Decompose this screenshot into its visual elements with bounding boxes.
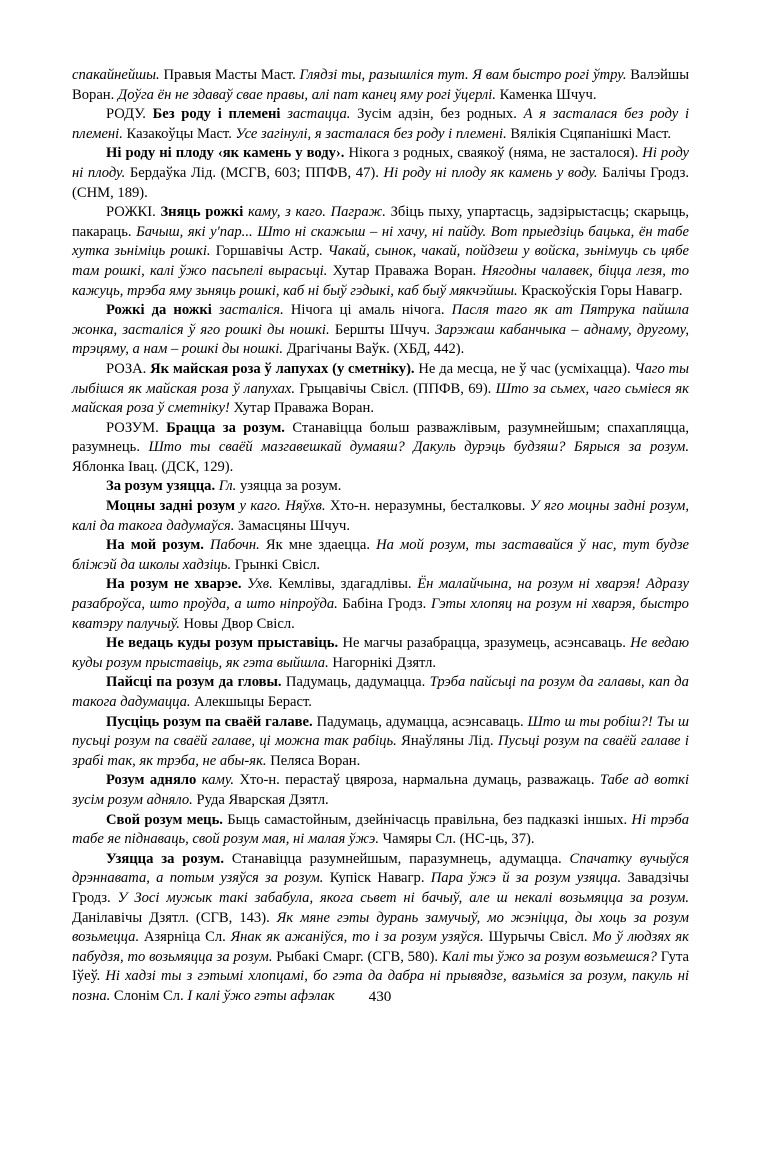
entry-run: Хутар Праважа Воран. [327, 262, 482, 279]
dictionary-entry [72, 673, 689, 712]
entry-run: у каго. Няўхв. [239, 498, 326, 515]
entry-run: За розум узяцца. [106, 478, 219, 495]
entry-run: І калі ўжо гэты афэлак [187, 987, 335, 1004]
entry-run: Шурычы Свісл. [483, 929, 593, 946]
entry-run: Як мяне гэты дурань замучыў, мо жэніцца, ды хоць за розум возьмецца. [72, 909, 689, 946]
entry-run: Трэба пайсьці па розум да галавы, кап да такога дадумацца. [72, 674, 689, 710]
entry-run: Гл. [218, 478, 237, 495]
entry-run: Брацца за розум. [166, 419, 285, 436]
entry-run: Янак як ажаніўся, то і за розум узяўся. [230, 929, 484, 946]
entry-run: Пабочн. [210, 537, 260, 554]
entry-run: А я засталася без роду і племені. [72, 106, 689, 142]
entry-run: Слонім Сл. [110, 987, 188, 1004]
entry-run: Пара ўжэ й за розум узяцца. [430, 870, 622, 887]
entry-run: Грынкі Свісл. [231, 556, 321, 573]
entry-run: Алекшыцы Бераст. [190, 694, 312, 710]
entry-run: РОДУ. [106, 106, 153, 123]
entry-run: Нагорнікі Дзятл. [328, 654, 436, 671]
dictionary-entry [72, 66, 689, 105]
entry-run: Збіць пыху, упартасць, задзірыстасць; скарыць, пакараць. [72, 204, 690, 240]
entry-run: спакайнейшы. [72, 67, 160, 83]
entry-run: Зусім адзін, без родных. [350, 106, 524, 123]
entry-run: Пасля таго як ат Пятрука пайшла жонка, засталіся ў яго рошкі ды ношкі. [72, 302, 689, 338]
entry-run: засталіся. [218, 302, 284, 319]
entry-run: Купіск Навагр. [323, 870, 431, 887]
entry-run: Усе загінулі, я засталася без роду і племені. [235, 125, 507, 142]
entry-run: РОЗУМ. [106, 419, 167, 436]
entry-run: На мой розум, ты заставайся ў нас, тут будзе бліжэй да школы хадзіць. [72, 537, 689, 573]
entry-run: На розум не хварэе. [106, 576, 248, 593]
dictionary-entry [72, 536, 689, 575]
entry-run: Што ш ты робіш?! Ты ш пусьці розум па сваёй галаве, ці можна так рабіць. [72, 713, 689, 750]
entry-run: Падумаць, адумацца, асэнсаваць. [312, 713, 528, 730]
entry-run: Што за сьмех, чаго сьміеся як майская роза ў сметніку! [72, 380, 689, 417]
dictionary-entry [72, 105, 689, 144]
entry-run: Нікога з родных, сваякоў (няма, не засталося). [344, 145, 643, 162]
entry-run: Чамяры Сл. (НС-ць, 37). [379, 831, 535, 848]
entry-run: Вялікія Сцяпанішкі Маст. [506, 125, 671, 142]
entry-run: Краскоўскія Горы Навагр. [517, 282, 683, 299]
dictionary-entry [72, 419, 689, 478]
entry-run: Завадзічы Гродз. [72, 870, 689, 906]
entry-run: Новы Двор Свісл. [179, 615, 295, 632]
entry-run: Хутар Праважа Воран. [229, 400, 374, 417]
entry-run: Азярніца Сл. [139, 929, 231, 946]
entry-run: Данілавічы Дзятл. (СГВ, 143). [72, 909, 277, 926]
entry-run: Балічы Гродз. (СНМ, 189). [72, 164, 689, 201]
entry-run: Нічога ці амаль нічога. [283, 302, 452, 319]
dictionary-entry [72, 360, 689, 419]
entry-run: Рожкі да ножкі [106, 302, 219, 319]
entry-run: Бачыш, які у′пар... Што ні скажыш – ні хачу, ні пайду. Вот прыедзіць бацька, ён табе хутка зьніміць рошкі. [72, 223, 689, 260]
entry-run: Як мне здаецца. [259, 537, 377, 554]
entry-run: У Зосі мужык такі забабула, якога сьвет ні бачыў, але ш некалі возьмяцца за розум. [117, 889, 690, 906]
dictionary-entry [72, 850, 689, 1007]
entry-run: Яблонка Івац. (ДСК, 129). [72, 458, 234, 475]
entry-run: Станавіцца разумнейшым, паразумнець, адумацца. [223, 850, 570, 867]
entry-run: Бершты Шчуч. [329, 321, 436, 338]
entry-run: Ні роду ні плоду. [72, 145, 690, 181]
dictionary-entry [72, 713, 689, 772]
entry-run: Валэйшы Воран. [72, 67, 690, 103]
entry-run: Драгічаны Ваўк. (ХБД, 442). [283, 341, 465, 358]
entry-run: Каменка Шчуч. [495, 86, 597, 103]
dictionary-entry [72, 771, 689, 810]
entry-run: Спачатку вучыўся дрэннавата, а потым узяўся за розум. [72, 850, 689, 887]
dictionary-entry [72, 477, 689, 497]
entry-run: Руда Яварская Дзятл. [192, 791, 329, 808]
entry-run: Нягодны чалавек, біцца лезя, то кажуць, трэба яму зьняць рошкі, каб ні быў гэдыкі, каб быў мякчэйшы. [72, 262, 690, 299]
entry-run: У яго моцны задні розум, калі да такога дадумаўся. [72, 498, 690, 534]
entry-run: Пеляса Воран. [266, 752, 361, 769]
entry-run: Не магчы разабрацца, зразумець, асэнсаваць. [338, 635, 631, 652]
dictionary-entry [72, 497, 689, 536]
text-column [72, 66, 689, 1007]
entry-run: Доўга ён не здаваў свае правы, алі пат канец яму рогі ўцерлі. [117, 86, 496, 103]
entry-run: Калі ты ўжо за розум возьмешся? [441, 948, 657, 965]
entry-run: каму. [201, 772, 235, 789]
entry-run: Пайсці па розум да гловы. [106, 674, 282, 691]
entry-run: Не ведаць куды розум прыставіць. [106, 635, 339, 652]
entry-run: Ні трэба табе яе піднаваць, свой розум мая, ні малая ўжэ. [72, 811, 690, 848]
entry-run: Казакоўцы Маст. [122, 125, 236, 142]
entry-run: Чаго ты лыбішся як майская роза ў лапухах. [72, 360, 689, 397]
entry-run: Станавіцца больш разважлівым, разумнейшым; спахапляцца, разумнець. [72, 419, 689, 456]
entry-run: РОЖКІ. [106, 204, 161, 221]
entry-run: Хто-н. перастаў цвяроза, нармальна думаць, разважаць. [234, 772, 600, 789]
dictionary-entry [72, 575, 689, 634]
entry-run: Свой розум мець. [106, 811, 223, 828]
entry-run: Глядзі ты, разышліся тут. Я вам быстро рогі ўтру. [299, 67, 627, 83]
entry-run: На мой розум. [106, 537, 211, 554]
entry-run: Ні роду ні плоду ‹як камень у воду›. [106, 145, 345, 162]
entry-run: Правыя Масты Маст. [159, 67, 300, 83]
entry-run: Хто-н. неразумны, бесталковы. [325, 498, 530, 515]
dictionary-entry [72, 811, 689, 850]
entry-run: Зняць рожкі [160, 204, 249, 221]
entry-run: Што ты сваёй мазгавешкай думаяш? Дакуль дурэць будзяш? Бярыся за розум. [148, 439, 690, 456]
entry-run: Горшавічы Астр. [210, 243, 328, 260]
dictionary-entry [72, 634, 689, 673]
page-number: 430 [368, 988, 392, 1005]
entry-run: Ухв. [247, 576, 273, 593]
entry-run: Грыцавічы Свісл. (ППФВ, 69). [295, 380, 496, 397]
entry-run: Пусьці розум па сваёй галаве і зрабі так, як трэба, не абы-як. [72, 733, 689, 769]
entry-run: узяцца за розум. [236, 478, 342, 495]
entry-run: Гэты хлопяц на розум ні хварэя, быстро кватэру палучыў. [72, 596, 689, 632]
entry-run: Янаўляны Лід. [396, 733, 498, 750]
entry-run: Рыбакі Смарг. (СГВ, 580). [272, 948, 442, 965]
entry-run: Розум адняло [106, 772, 202, 789]
entry-run: Без роду і племені [152, 106, 288, 123]
entry-run: РОЗА. [106, 360, 151, 377]
dictionary-entry [72, 144, 689, 203]
dictionary-entry [72, 301, 689, 360]
entry-run: Мо ў людзях як пабудзя, то возьмяцца за розум. [72, 929, 690, 965]
entry-run: Зарэжаш кабанчыка – аднаму, другому, трэцяму, а нам – рошкі ды ношкі. [72, 321, 689, 358]
entry-run: Бердаўка Лід. (МСГВ, 603; ППФВ, 47). [125, 164, 384, 181]
dictionary-entry [72, 203, 689, 301]
entry-run: Не да месца, не ў час (усміхацца). [414, 360, 635, 377]
entry-run: Узяцца за розум. [106, 850, 224, 867]
entry-run: каму, з каго. Паграж. [248, 204, 386, 221]
entry-run: Ні роду ні плоду як камень у воду. [383, 164, 598, 181]
entry-run: Пусціць розум па сваёй галаве. [106, 713, 313, 730]
entry-run: Не ведаю куды розум прыставіць, як гэта выйшла. [72, 635, 689, 671]
entry-run: Як майская роза ў лапухах (у сметніку). [150, 360, 415, 377]
entry-run: Гута Іўеў. [72, 948, 689, 985]
entry-run: Кемлівы, здагадлівы. [272, 576, 418, 593]
entry-run: Моцны заднi розум [106, 498, 240, 515]
entry-run: Ён малайчына, на розум ні хварэя! Адразу разаброўса, што проўда, а што ніпроўда. [72, 576, 689, 613]
entry-run: Ні хадзі ты з гэтымі хлопцамі, бо гэта да дабра ні прывядзе, вазьміся за розум, пакуль ні позна. [72, 968, 689, 1004]
entry-run: Табе ад воткі зусім розум адняло. [72, 772, 689, 808]
entry-run: Быць самастойным, дзейнічасць правільна, без падказкі іншых. [222, 811, 632, 828]
entry-run: Падумаць, дадумацца. [281, 674, 430, 691]
entry-run: застацца. [287, 106, 351, 123]
entry-run: Замасцяны Шчуч. [234, 517, 351, 534]
entry-run: Бабіна Гродз. [337, 596, 431, 613]
entry-run: Чакай, сынок, чакай, пойдзеш у войска, зьнімуць сь цябе там рошкі, калі ўжо пасьпелі вырасьці. [72, 243, 690, 279]
